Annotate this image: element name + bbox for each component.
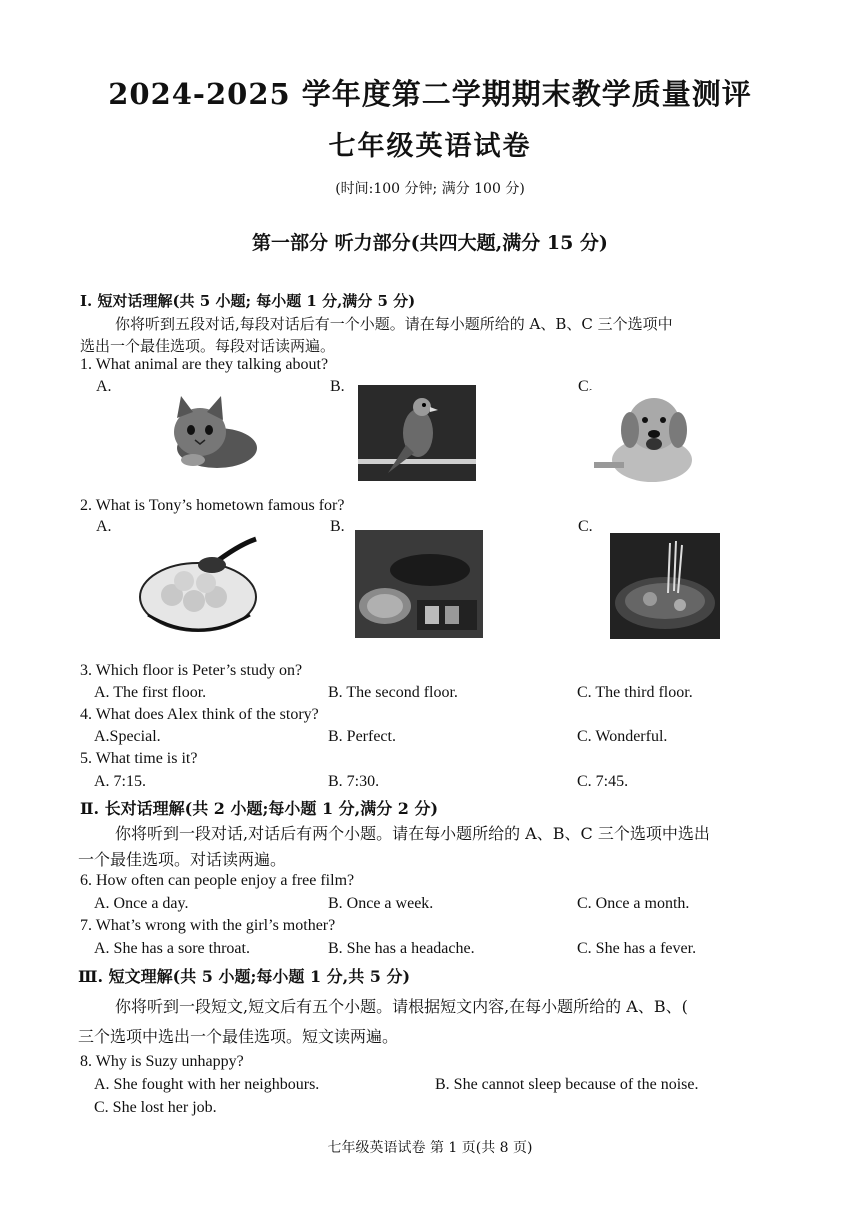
q8-option-a: A. She fought with her neighbours. — [94, 1076, 320, 1093]
question-2: 2. What is Tony’s hometown famous for? — [80, 497, 345, 514]
q6-option-a: A. Once a day. — [94, 895, 189, 912]
exam-title: 2024-2025 学年度第二学期期末教学质量测评 — [108, 77, 752, 111]
question-4: 4. What does Alex think of the story? — [80, 706, 319, 723]
q5-option-c: C. 7:45. — [577, 773, 629, 790]
q4-option-b: B. Perfect. — [328, 728, 396, 745]
q6-option-c: C. Once a month. — [577, 895, 690, 912]
q4-option-c: C. Wonderful. — [577, 728, 668, 745]
exam-time-score: (时间:100 分钟; 满分 100 分) — [335, 181, 525, 197]
q2-option-c: C. — [578, 518, 593, 535]
q5-option-a: A. 7:15. — [94, 773, 146, 790]
q3-option-c: C. The third floor. — [577, 684, 693, 701]
question-8: 8. Why is Suzy unhappy? — [80, 1053, 244, 1070]
question-7: 7. What’s wrong with the girl’s mother? — [80, 917, 336, 934]
section-1-instructions-line2: 选出一个最佳选项。每段对话读两遍。 — [80, 337, 336, 355]
q5-option-b: B. 7:30. — [328, 773, 380, 790]
q1-option-c: C. — [578, 378, 593, 395]
tangyuan-photo — [138, 535, 260, 638]
q2-option-b: B. — [330, 518, 345, 535]
q7-option-b: B. She has a headache. — [328, 940, 475, 957]
cat-photo — [155, 390, 260, 472]
q6-option-b: B. Once a week. — [328, 895, 434, 912]
section-1-title: Ⅰ. 短对话理解(共 5 小题; 每小题 1 分,满分 5 分) — [80, 292, 416, 310]
q2-option-a: A. — [96, 518, 112, 535]
question-5: 5. What time is it? — [80, 750, 198, 767]
part-one-title: 第一部分 听力部分(共四大题,满分 15 分) — [252, 232, 608, 254]
dish-photo — [355, 530, 483, 638]
q1-option-a: A. — [96, 378, 112, 395]
bird-photo — [358, 385, 476, 481]
section-3-instructions-line2: 三个选项中选出一个最佳选项。短文读两遍。 — [78, 1027, 399, 1046]
noodles-photo — [610, 533, 720, 639]
q3-option-b: B. The second floor. — [328, 684, 458, 701]
page-footer: 七年级英语试卷 第 1 页(共 8 页) — [327, 1140, 533, 1156]
q8-option-c: C. She lost her job. — [94, 1099, 217, 1116]
dog-photo — [590, 390, 700, 485]
question-3: 3. Which floor is Peter’s study on? — [80, 662, 303, 679]
q8-option-b: B. She cannot sleep because of the noise. — [435, 1076, 699, 1093]
section-2-instructions-line2: 一个最佳选项。对话读两遍。 — [78, 850, 287, 869]
q3-option-a: A. The first floor. — [94, 684, 207, 701]
exam-subtitle: 七年级英语试卷 — [328, 131, 532, 162]
q7-option-a: A. She has a sore throat. — [94, 940, 250, 957]
question-6: 6. How often can people enjoy a free film? — [80, 872, 355, 889]
q7-option-c: C. She has a fever. — [577, 940, 697, 957]
q4-option-a: A.Special. — [94, 728, 161, 745]
section-3-title: Ⅲ. 短文理解(共 5 小题;每小题 1 分,共 5 分) — [78, 967, 411, 986]
section-3-instructions-line1: 你将听到一段短文,短文后有五个小题。请根据短文内容,在每小题所给的 A、B、( — [115, 997, 688, 1016]
section-1-instructions-line1: 你将听到五段对话,每段对话后有一个小题。请在每小题所给的 A、B、C 三个选项中 — [115, 315, 673, 333]
section-2-title: Ⅱ. 长对话理解(共 2 小题;每小题 1 分,满分 2 分) — [80, 799, 439, 818]
q1-option-b: B. — [330, 378, 345, 395]
question-1: 1. What animal are they talking about? — [80, 356, 329, 373]
section-2-instructions-line1: 你将听到一段对话,对话后有两个小题。请在每小题所给的 A、B、C 三个选项中选出 — [115, 824, 710, 843]
